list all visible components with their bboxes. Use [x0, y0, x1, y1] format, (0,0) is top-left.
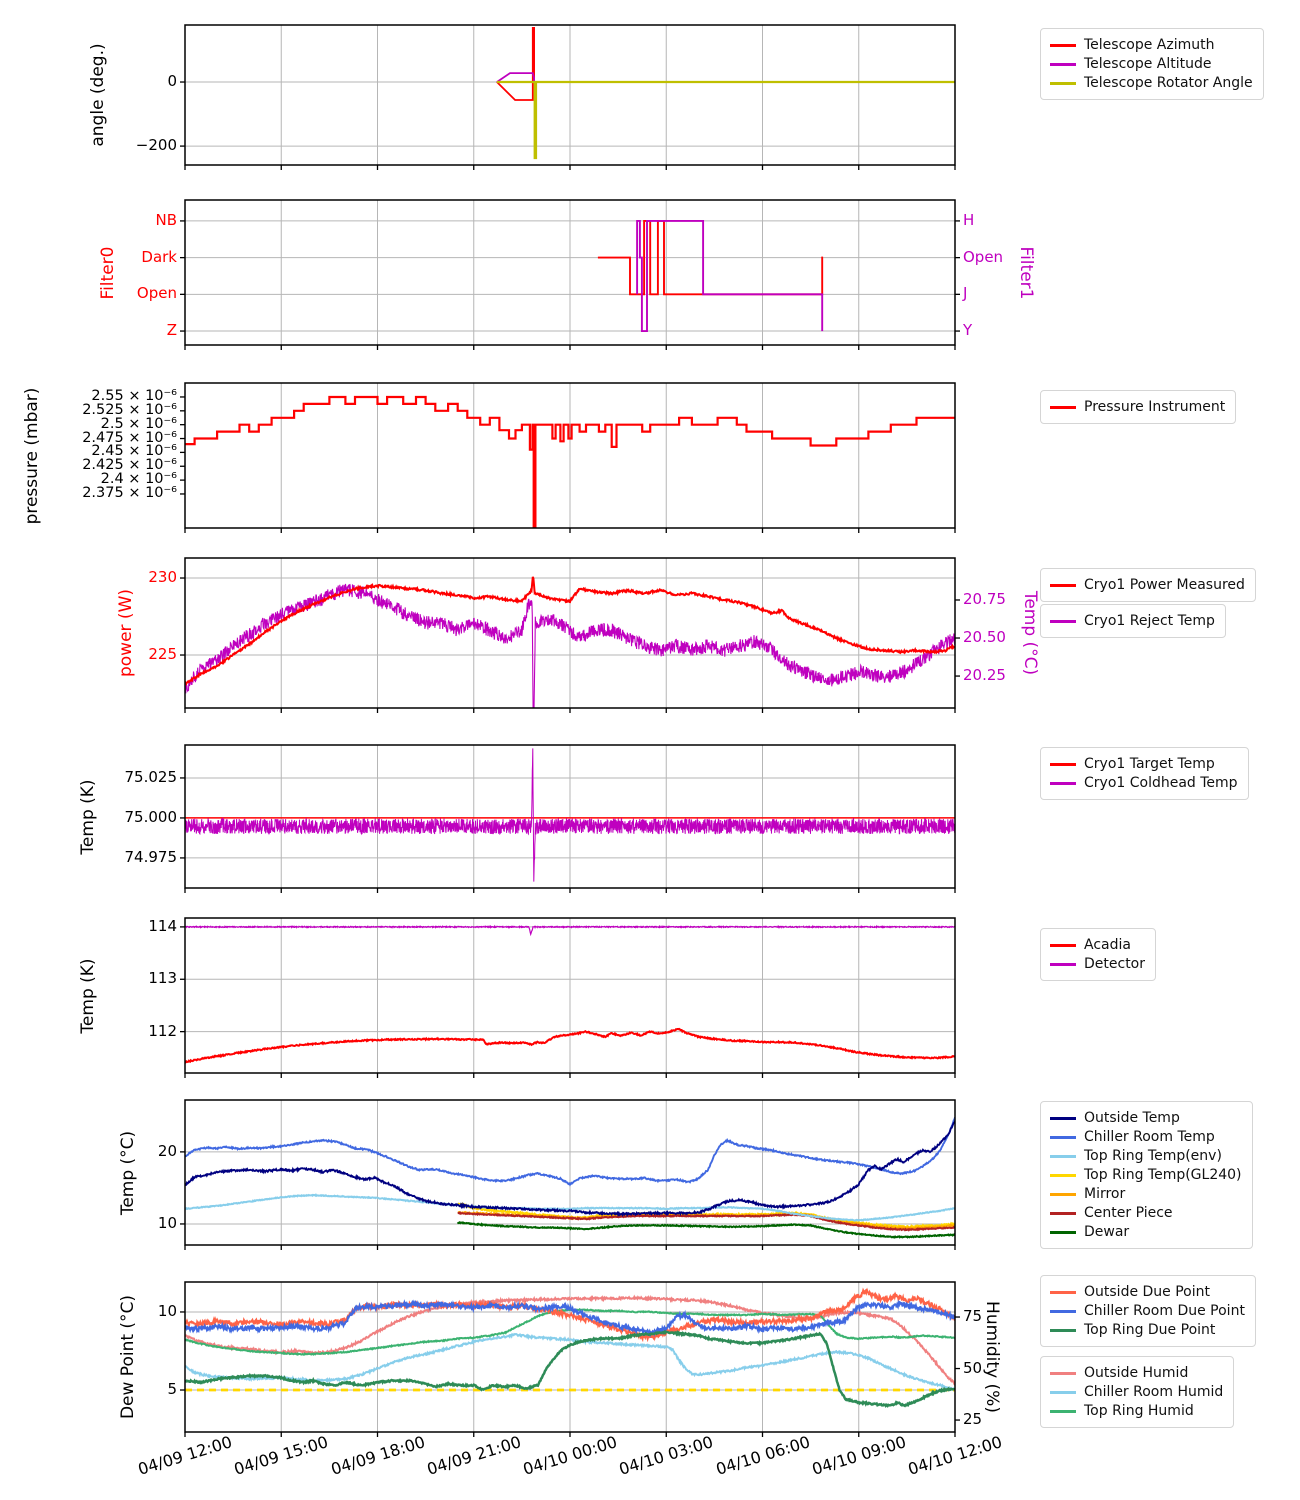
y-axis-label: pressure (mbar)	[22, 387, 42, 524]
legend-line-swatch	[1050, 584, 1076, 587]
legend	[1040, 28, 1264, 100]
y-axis-label: power (W)	[116, 588, 136, 678]
y-tick-label: 2.45 × 10⁻⁶	[91, 443, 177, 460]
y-tick-label: Z	[166, 321, 177, 340]
legend-item-label: Mirror	[1084, 1186, 1126, 1202]
y-axis-label: angle (deg.)	[88, 43, 108, 147]
y-axis-label: Dew Point (°C)	[118, 1294, 138, 1420]
y-tick-label: 114	[148, 916, 177, 935]
legend-line-swatch	[1050, 1117, 1076, 1120]
y-tick-label-right: 20.50	[963, 628, 1006, 647]
legend-line-swatch	[1050, 1231, 1076, 1234]
legend-item	[1050, 1403, 1223, 1419]
legend-item-label: Chiller Room Temp	[1084, 1129, 1215, 1145]
legend-line-swatch	[1050, 1193, 1076, 1196]
y-tick-label-right: 75	[963, 1307, 983, 1326]
y-tick-label: 5	[167, 1380, 177, 1398]
y-tick-label: 2.4 × 10⁻⁶	[100, 471, 177, 488]
legend-item	[1050, 1129, 1242, 1145]
legend	[1040, 1275, 1256, 1347]
y-tick-label: 230	[148, 568, 177, 587]
legend-item-label: Center Piece	[1084, 1205, 1173, 1221]
y-tick-label: 2.5 × 10⁻⁶	[100, 415, 177, 432]
legend-item	[1050, 399, 1225, 415]
y-tick-label: 113	[148, 969, 177, 988]
y-tick-label-right: J	[963, 284, 968, 303]
y-tick-label-right: 20.75	[963, 589, 1006, 608]
y-tick-label: 2.55 × 10⁻⁶	[91, 387, 177, 404]
legend-item-label: Dewar	[1084, 1224, 1130, 1240]
legend-item-label: Cryo1 Coldhead Temp	[1084, 775, 1238, 791]
plot-area-angle	[185, 25, 955, 165]
y-tick-label: Open	[136, 284, 177, 303]
x-tick-label: 04/09 18:00	[328, 1432, 427, 1479]
legend-line-swatch	[1050, 82, 1076, 85]
plot-area-filters	[185, 200, 955, 345]
y-tick-label: 2.525 × 10⁻⁶	[82, 401, 177, 418]
legend-item-label: Acadia	[1084, 937, 1131, 953]
x-tick-label: 04/10 12:00	[905, 1432, 1005, 1479]
legend-item	[1050, 613, 1215, 629]
y-axis-label: Temp (K)	[78, 957, 98, 1034]
legend-item-label: Outside Temp	[1084, 1110, 1180, 1126]
legend-item-label: Cryo1 Target Temp	[1084, 756, 1215, 772]
legend-item	[1050, 1284, 1245, 1300]
x-tick-label: 04/10 06:00	[713, 1432, 812, 1479]
y-tick-label: Dark	[141, 247, 177, 266]
y-tick-label-right: 50	[963, 1358, 983, 1377]
legend-item-label: Top Ring Temp(GL240)	[1084, 1167, 1242, 1183]
legend-line-swatch	[1050, 1212, 1076, 1215]
y-axis-label: Temp (K)	[78, 778, 98, 855]
x-tick-label: 04/10 00:00	[520, 1432, 620, 1479]
y-tick-label: 10	[157, 1301, 177, 1320]
series-telescope-azimuth	[497, 28, 955, 100]
y-tick-label: 2.425 × 10⁻⁶	[82, 457, 177, 474]
legend-item	[1050, 1322, 1245, 1338]
legend-item	[1050, 1205, 1242, 1221]
y-tick-label: 10	[157, 1213, 177, 1232]
legend-line-swatch	[1050, 782, 1076, 785]
legend-item-label: Pressure Instrument	[1084, 399, 1226, 415]
legend-item-label: Chiller Room Due Point	[1084, 1303, 1245, 1319]
y-axis-label-right: Temp (°C)	[1020, 590, 1040, 676]
x-tick-label: 04/10 09:00	[809, 1432, 909, 1479]
legend-item	[1050, 1365, 1223, 1381]
legend-item-label: Cryo1 Power Measured	[1084, 577, 1245, 593]
series-telescope-rotator-angle	[497, 82, 955, 158]
plot-area-ambient-temp	[185, 1100, 955, 1245]
legend-line-swatch	[1050, 63, 1076, 66]
legend-item	[1050, 37, 1253, 53]
legend-line-swatch	[1050, 963, 1076, 966]
legend-item-label: Top Ring Due Point	[1084, 1322, 1216, 1338]
y-tick-label: NB	[155, 210, 177, 229]
legend-item	[1050, 1110, 1242, 1126]
legend-item	[1050, 56, 1253, 72]
series-telescope-altitude	[497, 73, 955, 82]
x-tick-label: 04/09 21:00	[424, 1432, 524, 1479]
legend-item	[1050, 75, 1253, 91]
legend-line-swatch	[1050, 1155, 1076, 1158]
legend	[1040, 1101, 1253, 1249]
legend	[1040, 390, 1236, 424]
y-axis-label: Filter0	[98, 246, 118, 299]
legend-line-swatch	[1050, 620, 1076, 623]
legend-line-swatch	[1050, 1372, 1076, 1375]
legend-item-label: Chiller Room Humid	[1084, 1384, 1224, 1400]
legend-item	[1050, 1224, 1242, 1240]
legend-line-swatch	[1050, 763, 1076, 766]
legend-line-swatch	[1050, 1136, 1076, 1139]
legend-item-label: Telescope Rotator Angle	[1084, 75, 1253, 91]
y-tick-label-right: 20.25	[963, 666, 1006, 685]
y-tick-label: 75.000	[124, 807, 177, 826]
y-tick-label-right: H	[963, 210, 975, 229]
legend-item-label: Top Ring Humid	[1084, 1403, 1194, 1419]
legend	[1040, 1356, 1234, 1428]
legend	[1040, 747, 1249, 800]
legend-line-swatch	[1050, 406, 1076, 409]
legend-item	[1050, 1384, 1223, 1400]
y-tick-label: 0	[167, 72, 177, 91]
legend-item-label: Outside Humid	[1084, 1365, 1189, 1381]
legend-item	[1050, 937, 1145, 953]
y-tick-label: 74.975	[124, 847, 177, 866]
legend-item-label: Cryo1 Reject Temp	[1084, 613, 1215, 629]
legend-item-label: Telescope Altitude	[1084, 56, 1212, 72]
legend-line-swatch	[1050, 944, 1076, 947]
x-tick-label: 04/09 12:00	[135, 1432, 235, 1479]
legend-item	[1050, 577, 1245, 593]
legend-line-swatch	[1050, 1410, 1076, 1413]
legend-item	[1050, 1167, 1242, 1183]
legend-item	[1050, 1148, 1242, 1164]
legend-item-label: Top Ring Temp(env)	[1084, 1148, 1222, 1164]
x-tick-label: 04/10 03:00	[616, 1432, 716, 1479]
legend-line-swatch	[1050, 1391, 1076, 1394]
plot-area-cryo-temp	[185, 745, 955, 888]
y-tick-label: −200	[135, 136, 177, 155]
y-tick-label: 112	[148, 1021, 177, 1040]
y-tick-label-right: 25	[963, 1410, 983, 1429]
y-tick-label: 75.025	[124, 767, 177, 786]
plot-area-detector-temp	[185, 918, 955, 1073]
legend-item	[1050, 756, 1238, 772]
y-axis-label-right: Humidity (%)	[982, 1301, 1002, 1413]
legend-line-swatch	[1050, 44, 1076, 47]
legend-item	[1050, 1303, 1245, 1319]
y-tick-label: 20	[157, 1141, 177, 1160]
legend-item	[1050, 956, 1145, 972]
x-tick-label: 04/09 15:00	[231, 1432, 331, 1479]
legend-item	[1050, 1186, 1242, 1202]
legend	[1040, 928, 1156, 981]
y-axis-label-right: Filter1	[1016, 246, 1036, 299]
legend-item-label: Detector	[1084, 956, 1146, 972]
y-tick-label-right: Open	[963, 247, 1004, 266]
y-tick-label: 225	[148, 645, 177, 664]
plot-area-dewpoint-humidity	[185, 1282, 955, 1432]
y-tick-label: 2.475 × 10⁻⁶	[82, 429, 177, 446]
legend-item	[1050, 775, 1238, 791]
legend-item-label: Telescope Azimuth	[1084, 37, 1215, 53]
y-tick-label: 2.375 × 10⁻⁶	[82, 484, 177, 501]
legend-line-swatch	[1050, 1310, 1076, 1313]
plot-area-pressure	[185, 383, 955, 528]
legend	[1040, 604, 1226, 638]
y-tick-label-right: Y	[963, 321, 973, 340]
y-axis-label: Temp (°C)	[118, 1130, 138, 1215]
legend	[1040, 568, 1256, 602]
legend-item-label: Outside Due Point	[1084, 1284, 1210, 1300]
plot-area-cryo-power	[185, 558, 955, 708]
legend-line-swatch	[1050, 1291, 1076, 1294]
legend-line-swatch	[1050, 1174, 1076, 1177]
legend-line-swatch	[1050, 1329, 1076, 1332]
